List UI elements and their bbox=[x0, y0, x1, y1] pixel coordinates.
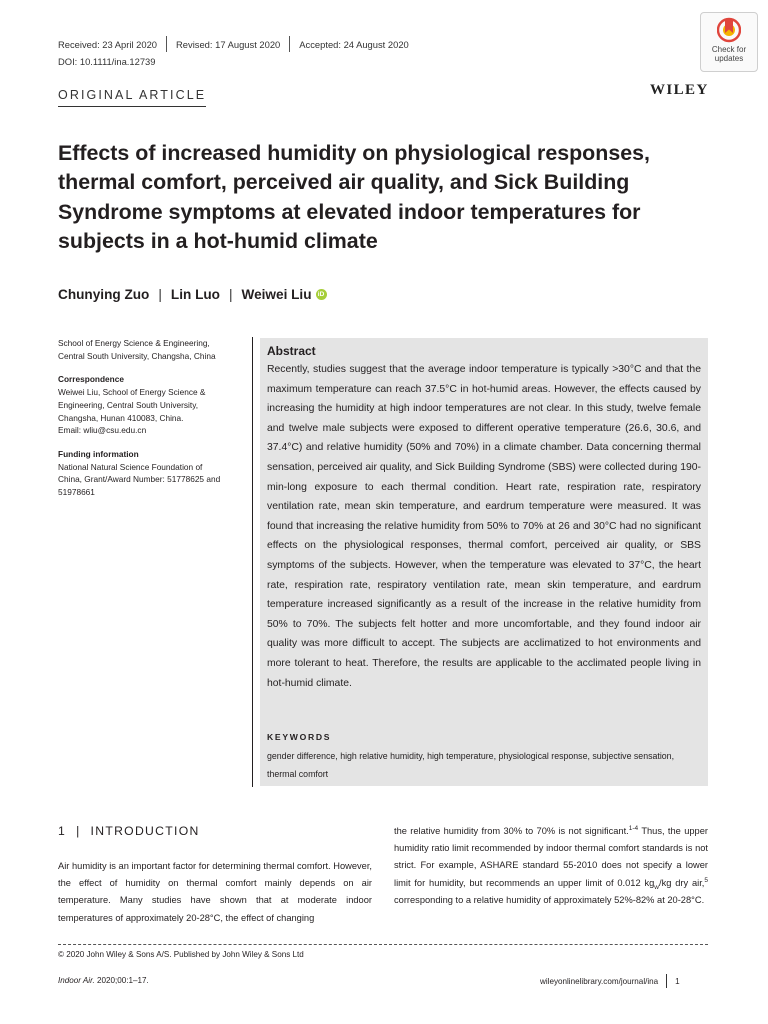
copyright-notice: © 2020 John Wiley & Sons A/S. Published by John Wiley & Sons Ltd bbox=[58, 950, 304, 959]
section-title: INTRODUCTION bbox=[90, 824, 200, 838]
divider bbox=[666, 974, 667, 988]
keywords-list: gender difference, high relative humidity, high temperature, physiological response, subjective sensation, thermal comfort bbox=[267, 751, 675, 779]
correspondence: Correspondence Weiwei Liu, School of Energy Science & Engineering, Central South University, Changsha, Hunan 410083, China. Email: wliu@csu.edu.cn bbox=[58, 373, 248, 437]
doi-link[interactable]: DOI: 10.1111/ina.12739 bbox=[58, 56, 156, 67]
journal-url-link[interactable]: wileyonlinelibrary.com/journal/ina bbox=[540, 976, 659, 986]
column-divider bbox=[252, 337, 253, 787]
article-type: ORIGINAL ARTICLE bbox=[58, 88, 206, 107]
abstract-heading: Abstract bbox=[267, 344, 316, 358]
section-number: 1 bbox=[58, 824, 67, 838]
revised-date: Revised: 17 August 2020 bbox=[176, 38, 281, 50]
author-list: Chunying Zuo | Lin Luo | Weiwei Liu iD bbox=[58, 287, 327, 302]
publisher-logo: WILEY bbox=[650, 82, 709, 98]
accepted-date: Accepted: 24 August 2020 bbox=[299, 38, 409, 50]
author-info-column bbox=[58, 337, 248, 510]
citation-ref[interactable]: 1-4 bbox=[628, 824, 639, 832]
check-for-updates-label: Check for updates bbox=[711, 45, 747, 63]
keywords-heading: KEYWORDS bbox=[267, 732, 332, 742]
abstract-text: Recently, studies suggest that the average indoor temperature is typically >30°C and that the maximum temperature can reach 37.5°C in hot-humid areas. However, the effects caused by increasing the humidity at high indoor temperatures are not clear. In this study, twelve female and twelve male subjects were exposed to different operative temperature (26.6, 30.6, and 37.4°C) and relative humidity (50% and 70%) in a climate chamber. Data concerning thermal sensation, perceived air quality, and Sick Building Syndrome (SBS) were collected during 190-min-long exposure to each thermal condition. Heart rate, respiration rate, respiratory ventilation rate, mean skin temperature, and eardrum temperature were measured. It was found that increasing the relative humidity from 50% to 70% at 26 and 30°C had no significant effects on the physiological responses, thermal comfort, perceived air quality, or SBS symptoms of the subjects. However, when the temperature was elevated to 37°C, the heart rate, respiration rate, respiratory ventilation rate, mean skin temperature, and eardrum temperature increased significantly as a result of the increase in the relative humidity from 50% to 70%. The subjects felt hotter and more uncomfortable, and they found indoor air quality was more difficult to accept. The subjects are acclimatized to hot environments and more tolerant to heat. Therefore, the results are applicable to the acclimated people living in hot-humid climate. bbox=[267, 364, 701, 689]
received-date: Received: 23 April 2020 bbox=[58, 38, 158, 50]
check-for-updates-button[interactable] bbox=[700, 12, 758, 72]
footer-divider bbox=[58, 944, 708, 945]
email-link[interactable]: Email: wliu@csu.edu.cn bbox=[58, 425, 147, 436]
section-heading: 1 | INTRODUCTION bbox=[58, 824, 200, 838]
orcid-icon[interactable]: iD bbox=[316, 289, 327, 300]
intro-text-left: Air humidity is an important factor for determining thermal comfort. However, the effect of humidity on thermal comfort mainly depends on air temperature. Many studies have shown that at moderate indoor temperatures of approximately 20-28°C, the effect of changing bbox=[58, 861, 372, 923]
page-number: 1 bbox=[675, 976, 680, 986]
author-name[interactable]: Chunying Zuo bbox=[58, 287, 150, 302]
journal-citation: Indoor Air. 2020;00:1–17. bbox=[58, 976, 149, 985]
funding-information: Funding information National Natural Science Foundation of China, Grant/Award Number: 51778625 and 51978661 bbox=[58, 448, 248, 499]
author-name[interactable]: Weiwei Liu bbox=[241, 287, 312, 302]
citation-ref[interactable]: 5 bbox=[704, 876, 708, 884]
divider bbox=[289, 36, 290, 52]
bookmark-icon bbox=[717, 17, 741, 45]
footer-right bbox=[540, 974, 680, 988]
article-title: Effects of increased humidity on physiological responses, thermal comfort, perceived air quality, and Sick Building Syndrome symptoms at elevated indoor temperatures for subjects in a hot-humid climate bbox=[58, 141, 650, 254]
affiliation: School of Energy Science & Engineering, Central South University, Changsha, China bbox=[58, 338, 216, 361]
author-name[interactable]: Lin Luo bbox=[170, 287, 220, 302]
funding-label: Funding information bbox=[58, 448, 139, 459]
publication-dates bbox=[58, 36, 409, 52]
intro-text-right: the relative humidity from 30% to 70% is not significant.$^{1-4}$ Thus, the upper humidity ratio limit recommended by indoor thermal comfort standards is not strict. For example, ASHARE standard 55-2010 does not specify a lower limit for humidity, but recommends an upper limit of 0.012 $kg_w/kg$ dry air,$^5$ corresponding to a relative humidity of approximately 52%-82% at 20-28°C. bbox=[394, 824, 708, 905]
correspondence-label: Correspondence bbox=[58, 374, 124, 385]
divider bbox=[166, 36, 167, 52]
